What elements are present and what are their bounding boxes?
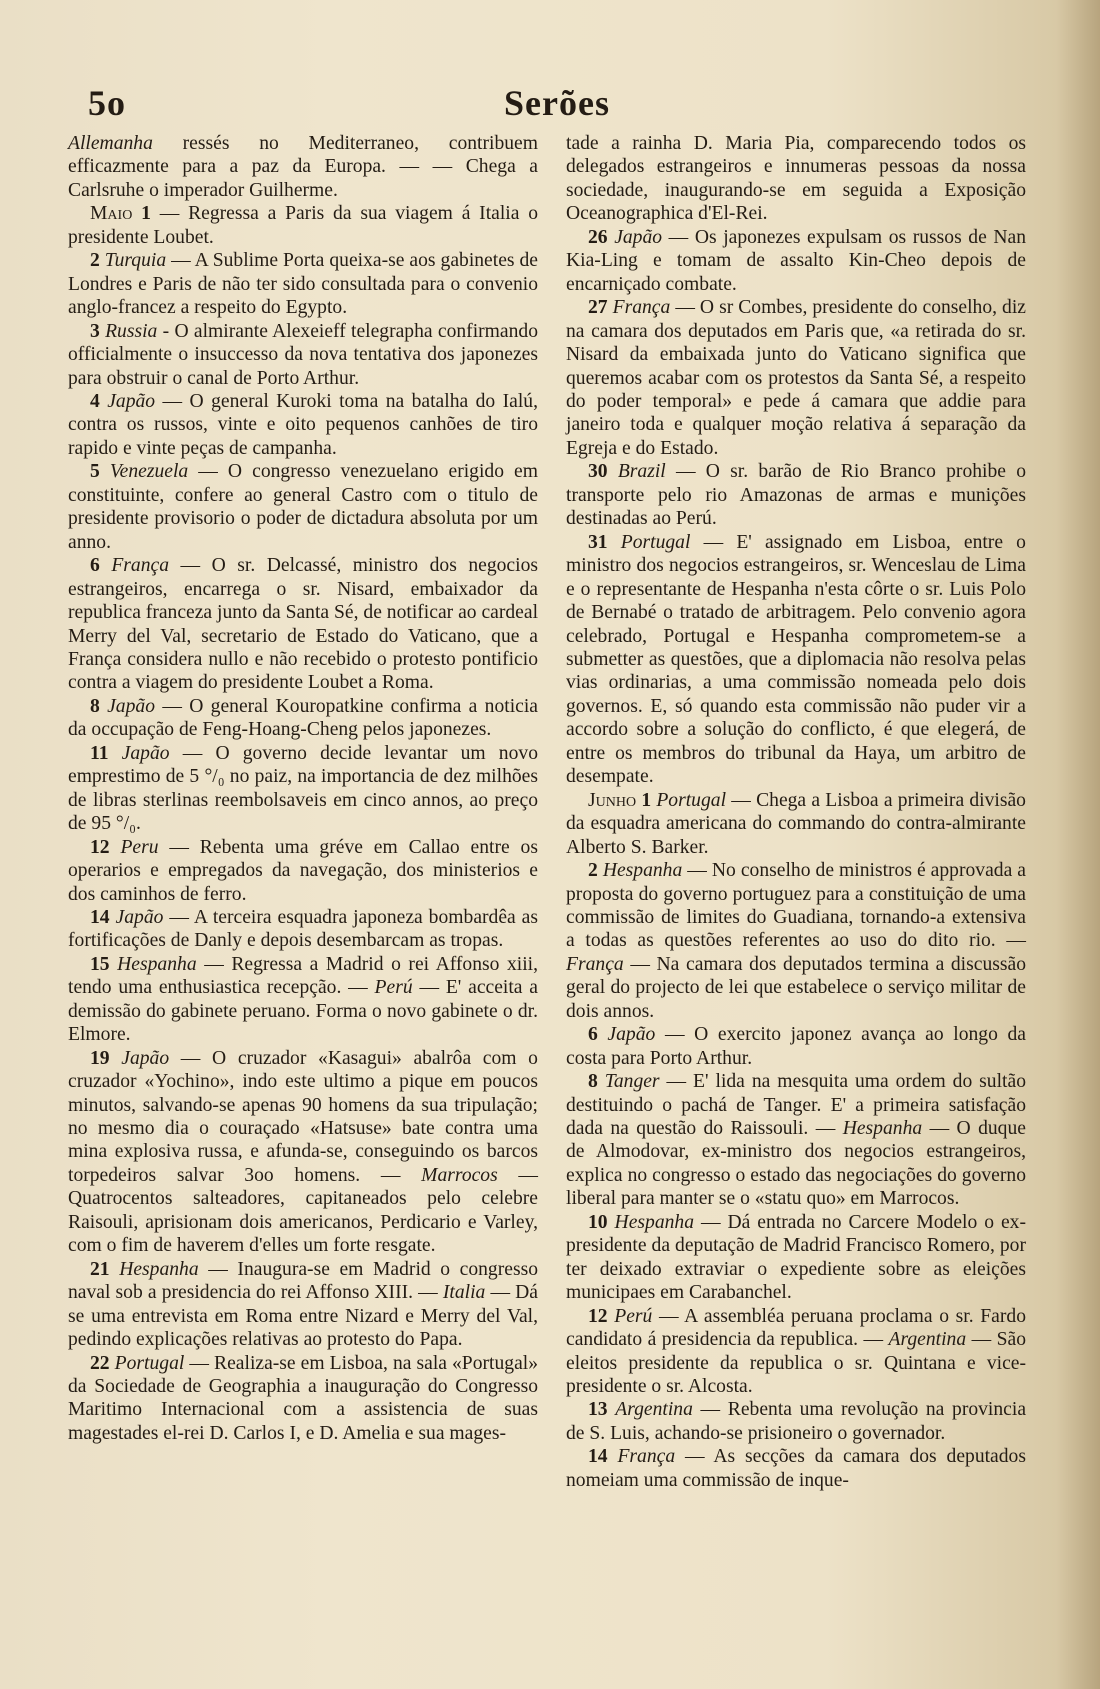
entry-text: — Chega a Carlsruhe o imperador Guilherme.	[68, 156, 538, 201]
entry-text: — Inaugura-se em Madrid o congresso naval sob a presidencia do rei Affonso XIII. —	[68, 1258, 538, 1304]
entry-day: 6	[90, 555, 100, 577]
entry-day: 13	[588, 1399, 608, 1421]
chronicle-entry	[566, 1023, 1026, 1070]
entry-text: — Realiza-se em Lisboa, na sala «Portugal» da Sociedade de Geographia a inauguração do Congresso Maritimo Internacional com a assistencia de suas magestades el-rei D. Carlos I, e D. Amelia e sua mages-	[68, 1352, 539, 1444]
entry-text: — O governo decide levantar um novo emprestimo de 5 °/₀ no paiz, na importancia de dez milhões de libras sterlinas reembolsaveis em cinco annos, ao preço de 95 °/₀.	[68, 742, 538, 835]
entry-country: Argentina	[888, 1329, 967, 1351]
entry-country: Portugal	[620, 531, 691, 553]
page-number: 5o	[88, 83, 126, 123]
chronicle-entry	[68, 202, 538, 249]
entry-country: Japão	[607, 1024, 656, 1046]
entry-day: 3	[90, 320, 100, 342]
chronicle-entry	[68, 695, 538, 742]
entry-country: Perú	[614, 1305, 653, 1327]
entry-country: Allemanha	[68, 133, 153, 154]
entry-country: Japão	[107, 695, 155, 717]
entry-day: 11	[90, 742, 109, 764]
entry-text: — No conselho de ministros é approvada a proposta do governo portuguez para a constituição de uma commissão de limites do Guadiana, tornando-a extensiva a todas as questões referentes ao uso do dito rio. —	[566, 860, 1026, 952]
chronicle-entry	[566, 296, 1026, 460]
entry-day: 26	[588, 226, 608, 248]
chronicle-entry	[68, 1047, 538, 1258]
entry-country: Hespanha	[602, 860, 683, 882]
entry-text: — A terceira esquadra japoneza bombardêa as fortificações de Danly e depois desembarcam as tropas.	[68, 906, 538, 952]
entry-country: Tanger	[604, 1071, 660, 1093]
entry-text: — Regressa a Madrid o rei Affonso xiii, tendo uma enthusiastica recepção. —	[68, 953, 539, 999]
entry-text: — E' assignado em Lisboa, entre o ministro dos negocios estrangeiros, sr. Wenceslau de Lima e o representante de Hespanha n'esta côrte o sr. Luis Polo de Bernabé o tratado de arbitragem. Pelo convenio agora celebrado, Portugal e Hespanha comprometem-se a submetter as questões, que a diplomacia não resolva pelas vias ordinarias, a uma commissão nomeada pelo dois governos. E, só quando esta commissão não puder vir a accordo sobre a solução do conflicto, é que elegerá, de entre os membros do tribunal da Haya, um arbitro de desempate.	[566, 531, 1026, 788]
chronicle-entry	[566, 1305, 1026, 1399]
page-header	[62, 82, 1052, 126]
entry-day: 21	[90, 1258, 110, 1280]
entry-country: Hespanha	[119, 1258, 199, 1280]
entry-text: — Dá se uma entrevista em Roma entre Nizard e Merry del Val, pedindo explicações relativas ao protesto do Papa.	[68, 1282, 538, 1351]
entry-country: Japão	[121, 742, 170, 764]
entry-text: — Na camara dos deputados termina a discussão geral do projecto de lei que estabelece o serviço militar de dois annos.	[566, 953, 1026, 1022]
entry-country: Hespanha	[842, 1118, 923, 1140]
entry-country: França	[111, 555, 169, 577]
entry-text: — E' acceita a demissão do gabinete peruano. Forma o novo gabinete o dr. Elmore.	[68, 977, 538, 1046]
chronicle-entry	[68, 460, 538, 554]
chronicle-entry	[566, 132, 1026, 226]
entry-country: Peru	[120, 836, 159, 858]
entry-day: 12	[90, 836, 110, 858]
entry-country: Portugal	[114, 1352, 185, 1374]
entry-day: 8	[90, 695, 100, 717]
entry-country: Japão	[115, 906, 164, 928]
entry-country: Japão	[121, 1047, 170, 1069]
entry-country: Portugal	[656, 789, 727, 811]
entry-day: 12	[588, 1305, 608, 1327]
entry-day: 31	[588, 531, 608, 553]
entry-text: — A assembléa peruana proclama o sr. Fardo candidato á presidencia da republica. —	[566, 1305, 1027, 1351]
chronicle-entry	[68, 1258, 538, 1352]
entry-country: Marrocos	[421, 1164, 498, 1186]
entry-day: 14	[90, 906, 110, 928]
entry-day: 1	[641, 789, 652, 811]
entry-country: Italia	[442, 1282, 486, 1304]
entry-text: — Chega a Lisboa a primeira divisão da esquadra americana do commando do contra-almirante Alberto S. Barker.	[566, 789, 1026, 858]
entry-country: Turquia	[104, 250, 167, 272]
entry-text: — O sr. Delcassé, ministro dos negocios estrangeiros, encarrega o sr. Nisard, embaixador da republica franceza junto da Santa Sé, de notificar ao cardeal Merry del Val, secretario de Estado do Vaticano, que a França considera nullo e não recebido o protesto pontificio contra a viagem do presidente Loubet a Roma.	[68, 555, 539, 694]
entry-country: Hespanha	[614, 1211, 695, 1233]
chronicle-entry	[68, 390, 538, 460]
entry-text: — O sr Combes, presidente do conselho, diz na camara dos deputados em Paris que, «a retirada do sr. Nisard da embaixada junto do Vaticano significa que queremos acabar com os protestos da Santa Sé, a respeito do poder temporal» e pede á camara que addie para janeiro toda e qualquer moção relativa á separação da Egreja e do Estado.	[566, 297, 1026, 459]
entry-day: 8	[588, 1071, 598, 1093]
chronicle-entry	[566, 1398, 1026, 1445]
entry-country: Hespanha	[117, 953, 197, 975]
entry-country: Venezuela	[109, 461, 189, 483]
entry-text: — E' lida na mesquita uma ordem do sultão destituindo o pachá de Tanger. E' a primeira satisfação dada na questão do Raissouli. —	[566, 1071, 1026, 1140]
entry-text: — O general Kouropatkine confirma a noticia da occupação de Feng-Hoang-Cheng pelos japonezes.	[68, 695, 538, 741]
entry-day: 30	[588, 461, 608, 483]
entry-text: — Quatrocentos salteadores, capitaneados pelo celebre Raisouli, aprisionam dois americanos, Perdicario e Varley, com o fim de haverem d'elles um forte resgate.	[68, 1164, 539, 1257]
entry-day: 15	[90, 953, 110, 975]
entry-country: França	[612, 297, 671, 319]
entry-text: ressés no Mediterraneo, contribuem efficazmente para a paz da Europa. —	[68, 133, 538, 178]
entry-country: Japão	[107, 390, 156, 412]
entry-text: - O almirante Alexeieff telegrapha confirmando officialmente o insuccesso da nova tentativa dos japonezes para obstruir o canal de Porto Arthur.	[68, 320, 538, 389]
entry-text: — Rebenta uma gréve em Callao entre os operarios e empregados da navegação, dos ministerios e dos caminhos de ferro.	[68, 836, 538, 905]
entry-text: — O duque de Almodovar, ex-ministro dos negocios estrangeiros, explica no congresso o estado das negociações do governo liberal para manter se o «statu quo» em Marrocos.	[566, 1118, 1026, 1210]
entry-day: 2	[588, 860, 598, 882]
right-column	[566, 132, 1026, 1492]
chronicle-entry	[566, 1445, 1026, 1492]
entry-day: 19	[90, 1047, 110, 1069]
entry-text: — Regressa a Paris da sua viagem á Italia o presidente Loubet.	[68, 203, 539, 248]
entry-day: 5	[90, 461, 100, 483]
entry-country: Brazil	[617, 461, 666, 483]
entry-text: — O general Kuroki toma na batalha do Ialú, contra os russos, vinte e oito pequenos canhões de tiro rapido e vinte peças de campanha.	[68, 390, 538, 459]
entry-country: Japão	[614, 226, 663, 248]
entry-text: — O congresso venezuelano erigido em constituinte, confere ao general Castro com o titulo de presidente provisorio o poder de dictadura absoluta por um anno.	[68, 461, 538, 553]
entry-country: Russia	[105, 320, 158, 342]
entry-day: 14	[588, 1446, 608, 1468]
chronicle-entry	[566, 789, 1026, 859]
chronicle-entry	[68, 320, 538, 390]
entry-text: — O exercito japonez avança ao longo da costa para Porto Arthur.	[566, 1024, 1026, 1069]
entry-country: França	[566, 953, 624, 975]
entry-month: Maio	[90, 203, 133, 225]
entry-text: — São eleitos presidente da republica o sr. Quintana e vice-presidente o sr. Alcosta.	[566, 1329, 1027, 1398]
chronicle-entry	[68, 249, 538, 319]
chronicle-entry	[566, 1211, 1026, 1305]
entry-text: tade a rainha D. Maria Pia, comparecendo todos os delegados estrangeiros e innumeras pessoas da nossa sociedade, inaugurando-se em seguida a Exposição Oceanographica d'El-Rei.	[566, 133, 1026, 225]
chronicle-entry	[566, 859, 1026, 1023]
entry-text: — O sr. barão de Rio Branco prohibe o transporte pelo rio Amazonas de armas e munições destinadas ao Perú.	[566, 461, 1026, 530]
entry-country: Argentina	[615, 1399, 693, 1421]
chronicle-entry	[566, 531, 1026, 789]
entry-text: — As secções da camara dos deputados nomeiam uma commissão de inque-	[566, 1446, 1026, 1491]
entry-text: — O cruzador «Kasagui» abalrôa com o cruzador «Yochino», indo este ultimo a pique em poucos minutos, salvando-se apenas 90 homens da sua tripulação; no mesmo dia o couraçado «Hatsuse» bate contra uma mina explosiva russa, e afunda-se, conseguindo os barcos torpedeiros salvar 3oo homens. —	[68, 1047, 538, 1186]
chronicle-entry	[68, 554, 538, 695]
entry-day: 4	[90, 390, 100, 412]
entry-day: 10	[588, 1211, 608, 1233]
entry-text: — Rebenta uma revolução na provincia de S. Luis, achando-se prisioneiro o governador.	[566, 1399, 1027, 1444]
entry-day: 1	[141, 203, 151, 225]
chronicle-entry	[68, 906, 538, 953]
chronicle-entry	[566, 460, 1026, 530]
entry-country: Perú	[374, 977, 413, 999]
entry-text: — Os japonezes expulsam os russos de Nan Kia-Ling e tomam de assalto Kin-Cheo depois de encarniçado combate.	[566, 226, 1026, 295]
entry-text: — A Sublime Porta queixa-se aos gabinetes de Londres e Paris de não ter sido consultada para o convenio anglo-francez a respeito do Egypto.	[68, 250, 539, 319]
entry-country: França	[617, 1446, 676, 1468]
chronicle-entry	[566, 226, 1026, 296]
running-title: Serões	[504, 83, 610, 123]
chronicle-entry	[68, 836, 538, 906]
chronicle-entry	[68, 132, 538, 202]
entry-month: Junho	[588, 789, 637, 811]
entry-day: 2	[90, 250, 100, 272]
chronicle-entry	[68, 742, 538, 836]
entry-day: 22	[90, 1352, 110, 1374]
chronicle-entry	[68, 953, 538, 1047]
chronicle-entry	[68, 1352, 538, 1446]
entry-text: — Dá entrada no Carcere Modelo o ex-presidente da deputação de Madrid Francisco Romero, por ter deixado extraviar o expediente sobre as eleições municipaes em Carabanchel.	[566, 1211, 1026, 1304]
left-column	[68, 132, 538, 1445]
chronicle-entry	[566, 1070, 1026, 1211]
entry-day: 27	[588, 297, 608, 319]
entry-day: 6	[588, 1024, 598, 1046]
